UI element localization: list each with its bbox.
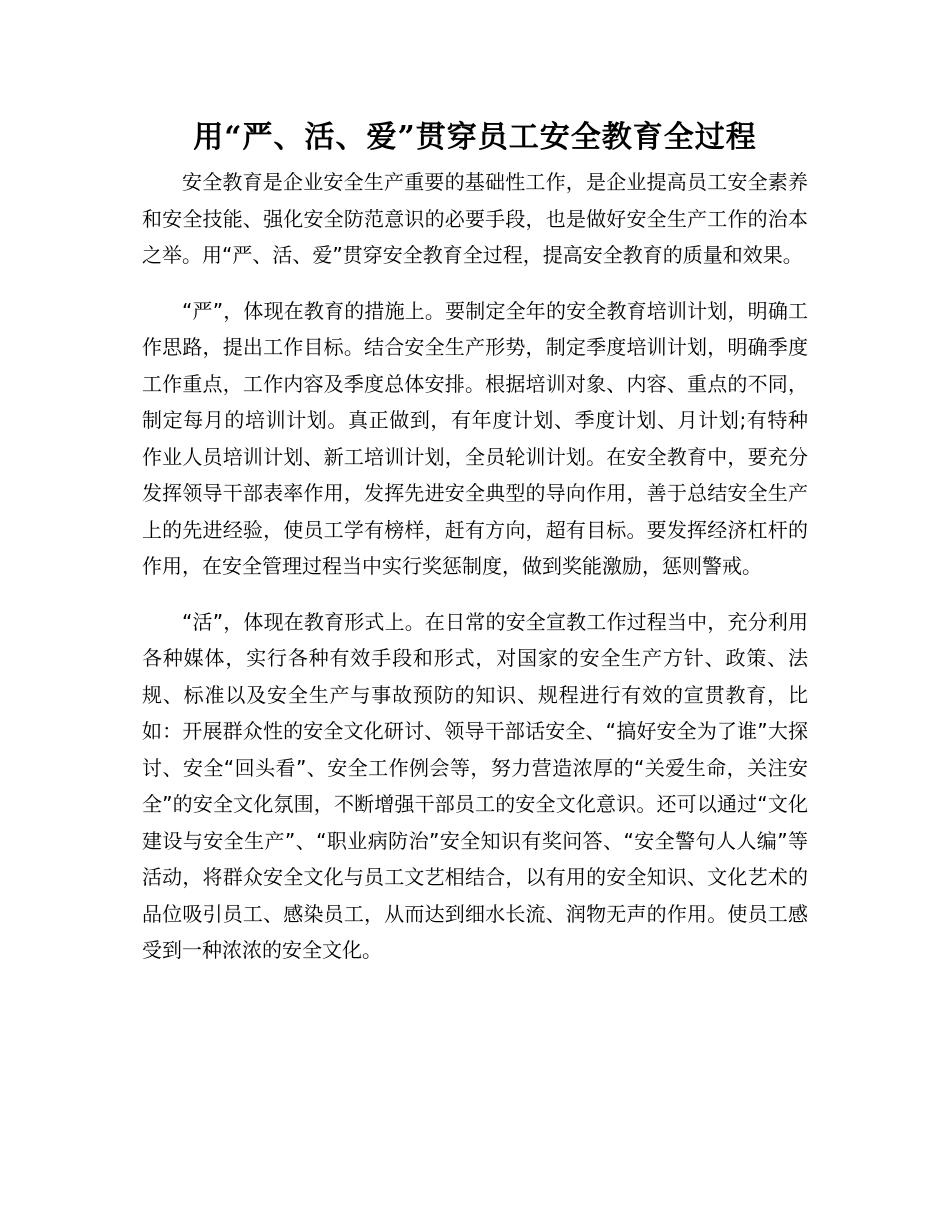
document-title: 用“严、活、爱”贯穿员工安全教育全过程 [193,120,757,155]
paragraph-flexible: “活”，体现在教育形式上。在日常的安全宣教工作过程当中，充分利用各种媒体，实行各种有效手段和形式，对国家的安全生产方针、政策、法规、标准以及安全生产与事故预防的知识、规程进行有效的宣贯教育，比如：开展群众性的安全文化研讨、领导干部话安全、“搞好安全为了谁”大探讨、安全“回头看”、安全工作例会等，努力营造浓厚的“关爱生命，关注安全”的安全文化氛围，不断增强干部员工的安全文化意识。还可以通过“文化建设与安全生产”、“职业病防治”安全知识有奖问答、“安全警句人人编”等活动，将群众安全文化与员工文艺相结合，以有用的安全知识、文化艺术的品位吸引员工、感染员工，从而达到细水长流、润物无声的作用。使员工感受到一种浓浓的安全文化。 [142,609,808,962]
paragraph-intro: 安全教育是企业安全生产重要的基础性工作，是企业提高员工安全素养和安全技能、强化安全防范意识的必要手段，也是做好安全生产工作的治本之举。用“严、活、爱”贯穿安全教育全过程，提高安全教育的质量和效果。 [142,170,808,267]
paragraph-strict: “严”，体现在教育的措施上。要制定全年的安全教育培训计划，明确工作思路，提出工作目标。结合安全生产形势，制定季度培训计划，明确季度工作重点，工作内容及季度总体安排。根据培训对象、内容、重点的不同，制定每月的培训计划。真正做到，有年度计划、季度计划、月计划;有特种作业人员培训计划、新工培训计划，全员轮训计划。在安全教育中，要充分发挥领导干部表率作用，发挥先进安全典型的导向作用，善于总结安全生产上的先进经验，使员工学有榜样，赶有方向，超有目标。要发挥经济杠杆的作用，在安全管理过程当中实行奖惩制度，做到奖能激励，惩则警戒。 [142,298,808,578]
document-body [142,164,808,988]
